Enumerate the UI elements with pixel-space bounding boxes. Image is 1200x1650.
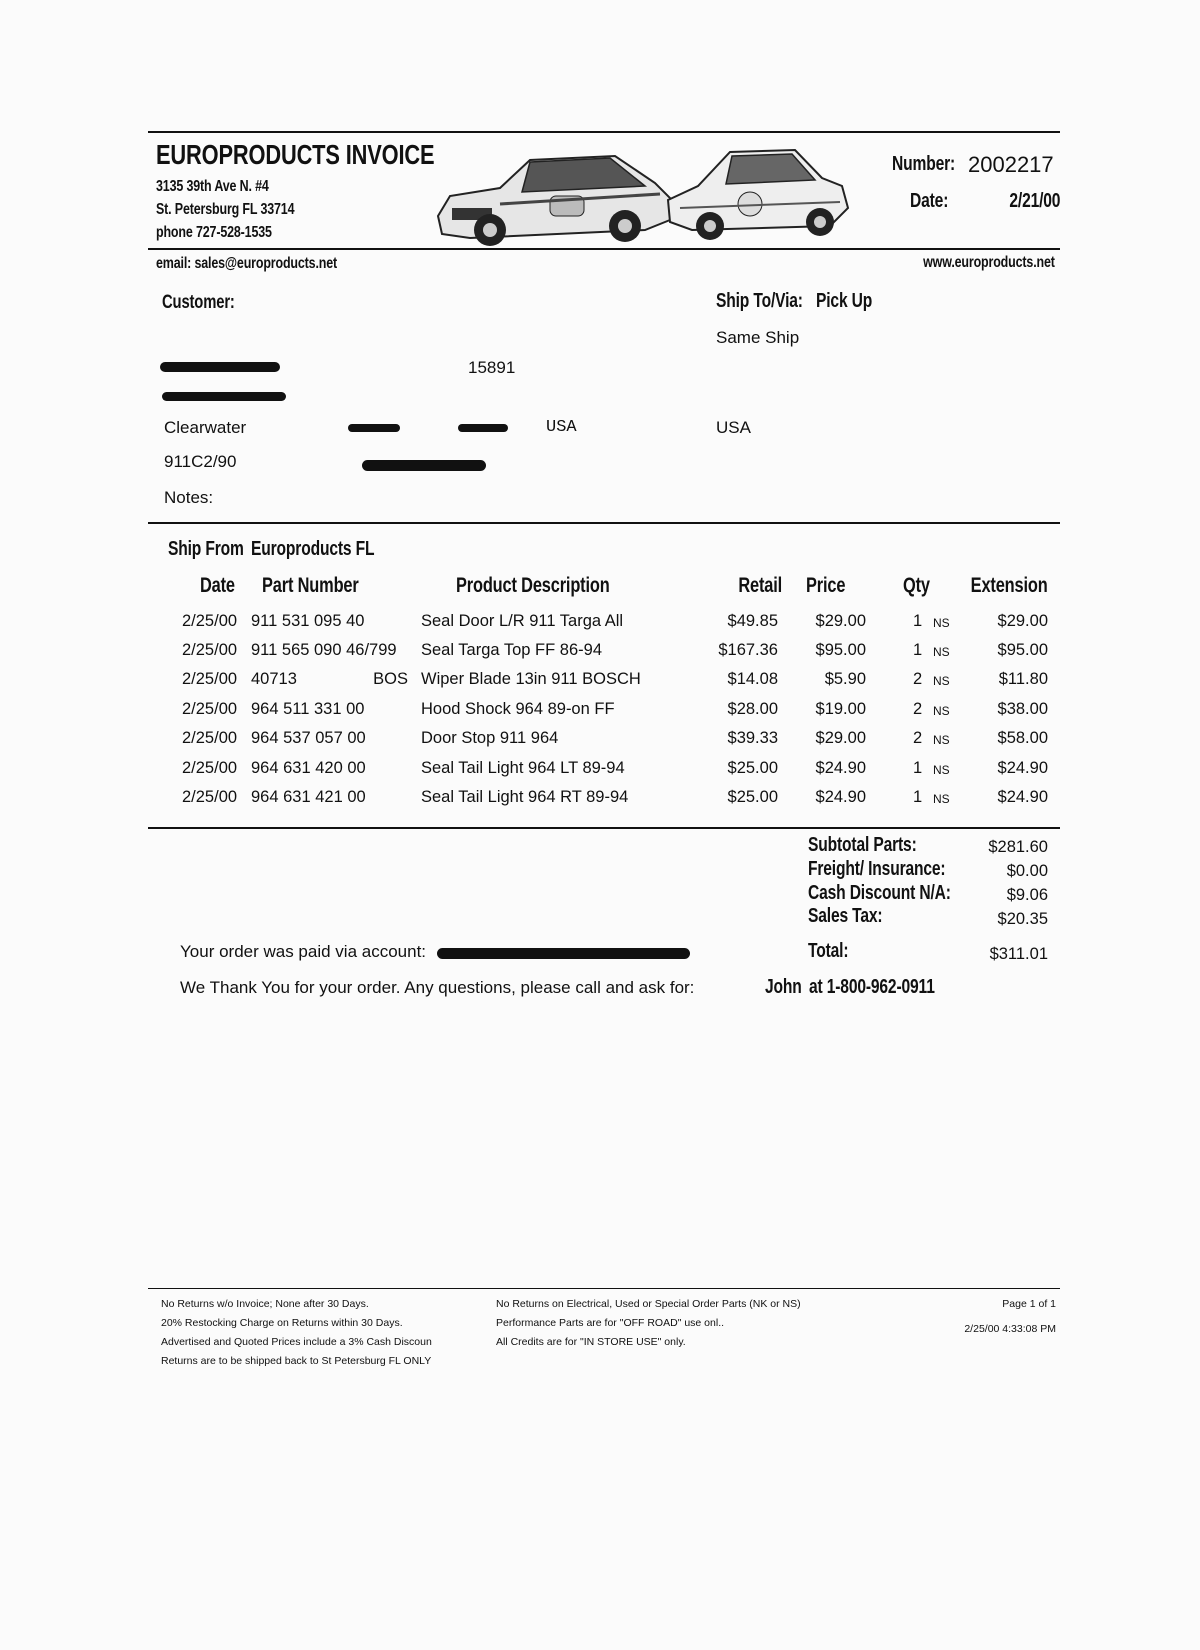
row-qty: 1 [913,759,923,777]
table-row [0,641,1200,669]
footer-page-info [964,1295,1056,1339]
footer-middle-line: Performance Parts are for "OFF ROAD" use onl.. [496,1317,725,1329]
customer-city: Clearwater [164,418,247,437]
row-price: $29.00 [815,612,866,630]
cash-discount-label: Cash Discount N/A: [808,882,951,904]
footer-middle-line: No Returns on Electrical, Used or Special Order Parts (NK or NS) [496,1298,801,1310]
row-qty: 2 [913,670,923,688]
table-row [0,612,1200,640]
row-qty: 1 [913,612,923,630]
redacted-customer-phone [362,460,486,471]
row-price: $24.90 [815,759,866,777]
row-description: Seal Targa Top FF 86-94 [421,641,603,659]
invoice-date-value: 2/21/00 [1009,190,1060,212]
row-part-number: 964 511 331 00 [251,700,365,718]
ship-to-country: USA [716,418,751,437]
subtotal-value: $281.60 [988,838,1048,856]
row-flag: NS [933,645,950,659]
porsche-race-car-image [668,150,848,240]
paid-via-text: Your order was paid via account: [180,942,427,961]
redacted-customer-state [348,424,400,432]
header-top-rule [148,131,1060,133]
footer-middle-line: All Credits are for "IN STORE USE" only. [496,1336,686,1348]
page-count: Page 1 of 1 [1002,1298,1056,1310]
row-qty: 2 [913,729,923,747]
ship-to-label: Ship To/Via: [716,290,803,312]
footer-left-line: Returns are to be shipped back to St Petersburg FL ONLY [161,1355,432,1367]
sales-tax-label: Sales Tax: [808,905,883,927]
company-title: EUROPRODUCTS INVOICE [156,139,435,170]
row-description: Seal Door L/R 911 Targa All [421,612,624,630]
row-part-number: 911 565 090 46/799 [251,641,397,659]
invoice-date-label: Date: [910,190,949,212]
row-date: 2/25/00 [182,612,238,630]
row-description: Wiper Blade 13in 911 BOSCH [421,670,641,688]
row-retail: $14.08 [727,670,778,688]
row-price: $19.00 [815,700,866,718]
total-label: Total: [808,940,849,962]
footer-left-line: No Returns w/o Invoice; None after 30 Days. [161,1298,369,1310]
row-qty: 2 [913,700,923,718]
customer-country: USA [546,418,577,437]
ship-from-value: Europroducts FL [251,538,375,560]
row-extension: $58.00 [997,729,1048,747]
row-date: 2/25/00 [182,641,238,659]
row-date: 2/25/00 [182,670,238,688]
row-date: 2/25/00 [182,759,238,777]
col-header-retail: Retail [738,574,782,597]
row-date: 2/25/00 [182,700,238,718]
row-extension: $24.90 [997,759,1048,777]
company-phone: phone 727-528-1535 [156,224,272,241]
row-description: Hood Shock 964 89-on FF [421,700,615,718]
items-bottom-rule [148,827,1060,829]
row-flag: NS [933,733,950,747]
sedan-race-car-image [438,156,670,246]
customer-vehicle: 911C2/90 [164,452,237,471]
footer-left-policies [161,1295,432,1371]
row-part-number: 40713 [251,670,297,688]
footer-left-line: Advertised and Quoted Prices include a 3% Cash Discoun [161,1336,432,1348]
company-email: email: sales@europroducts.net [156,255,338,272]
col-header-description: Product Description [456,574,610,597]
table-row [0,700,1200,728]
company-address-line1: 3135 39th Ave N. #4 [156,178,269,195]
row-extension: $24.90 [997,788,1048,806]
col-header-price: Price [806,574,846,597]
sales-tax-value: $20.35 [997,910,1048,928]
row-retail: $25.00 [727,788,778,806]
print-timestamp: 2/25/00 4:33:08 PM [964,1323,1056,1335]
header-bottom-rule [148,248,1060,250]
row-retail: $167.36 [718,641,778,659]
row-price: $29.00 [815,729,866,747]
row-extension: $29.00 [997,612,1048,630]
row-part-number: 964 631 420 00 [251,759,366,777]
row-extension: $95.00 [997,641,1048,659]
customer-section-rule [148,522,1060,524]
freight-label: Freight/ Insurance: [808,858,946,880]
row-retail: $39.33 [727,729,778,747]
row-part-number: 964 537 057 00 [251,729,366,747]
row-brand: BOS [373,670,408,688]
redacted-customer-street [162,392,286,401]
row-date: 2/25/00 [182,729,238,747]
row-qty: 1 [913,788,923,806]
notes-label: Notes: [164,488,214,507]
row-retail: $28.00 [727,700,778,718]
total-value: $311.01 [989,945,1048,963]
col-header-date: Date [200,574,235,597]
row-extension: $38.00 [997,700,1048,718]
col-header-extension: Extension [971,574,1048,597]
row-flag: NS [933,763,950,777]
row-part-number: 911 531 095 40 [251,612,365,630]
col-header-part-number: Part Number [262,574,359,597]
company-website: www.europroducts.net [923,254,1055,271]
customer-label: Customer: [162,292,235,313]
row-description: Door Stop 911 964 [421,729,559,747]
table-row [0,788,1200,816]
contact-phone: at 1-800-962-0911 [809,976,935,998]
invoice-number-value: 2002217 [968,152,1054,177]
contact-name: John [765,976,802,998]
row-flag: NS [933,792,950,806]
row-extension: $11.80 [998,670,1048,688]
company-address-line2: St. Petersburg FL 33714 [156,201,295,218]
invoice-number-label: Number: [892,153,956,175]
row-qty: 1 [913,641,923,659]
redacted-customer-zip [458,424,508,432]
row-flag: NS [933,674,950,688]
row-price: $95.00 [815,641,866,659]
col-header-qty: Qty [903,574,930,597]
row-description: Seal Tail Light 964 RT 89-94 [421,788,629,806]
footer-middle-policies [496,1295,801,1352]
redacted-customer-name [160,362,280,372]
ship-to-method: Pick Up [816,290,873,312]
row-part-number: 964 631 421 00 [251,788,366,806]
table-row [0,729,1200,757]
race-cars-illustration [430,138,860,248]
table-row [0,759,1200,787]
redacted-account-number [437,948,690,959]
row-date: 2/25/00 [182,788,238,806]
thank-you-text: We Thank You for your order. Any questions, please call and ask for: [180,978,695,997]
table-row [0,670,1200,698]
row-retail: $49.85 [727,612,778,630]
footer-left-line: 20% Restocking Charge on Returns within 30 Days. [161,1317,403,1329]
ship-to-line1: Same Ship [716,328,800,347]
row-retail: $25.00 [727,759,778,777]
cash-discount-value: $9.06 [1006,886,1048,904]
row-description: Seal Tail Light 964 LT 89-94 [421,759,625,777]
row-flag: NS [933,704,950,718]
customer-account-no: 15891 [468,358,516,377]
row-flag: NS [933,616,950,630]
ship-from-label: Ship From [168,538,244,560]
freight-value: $0.00 [1006,862,1048,880]
subtotal-label: Subtotal Parts: [808,834,917,856]
row-price: $24.90 [815,788,866,806]
row-price: $5.90 [824,670,866,688]
footer-rule [148,1288,1060,1289]
